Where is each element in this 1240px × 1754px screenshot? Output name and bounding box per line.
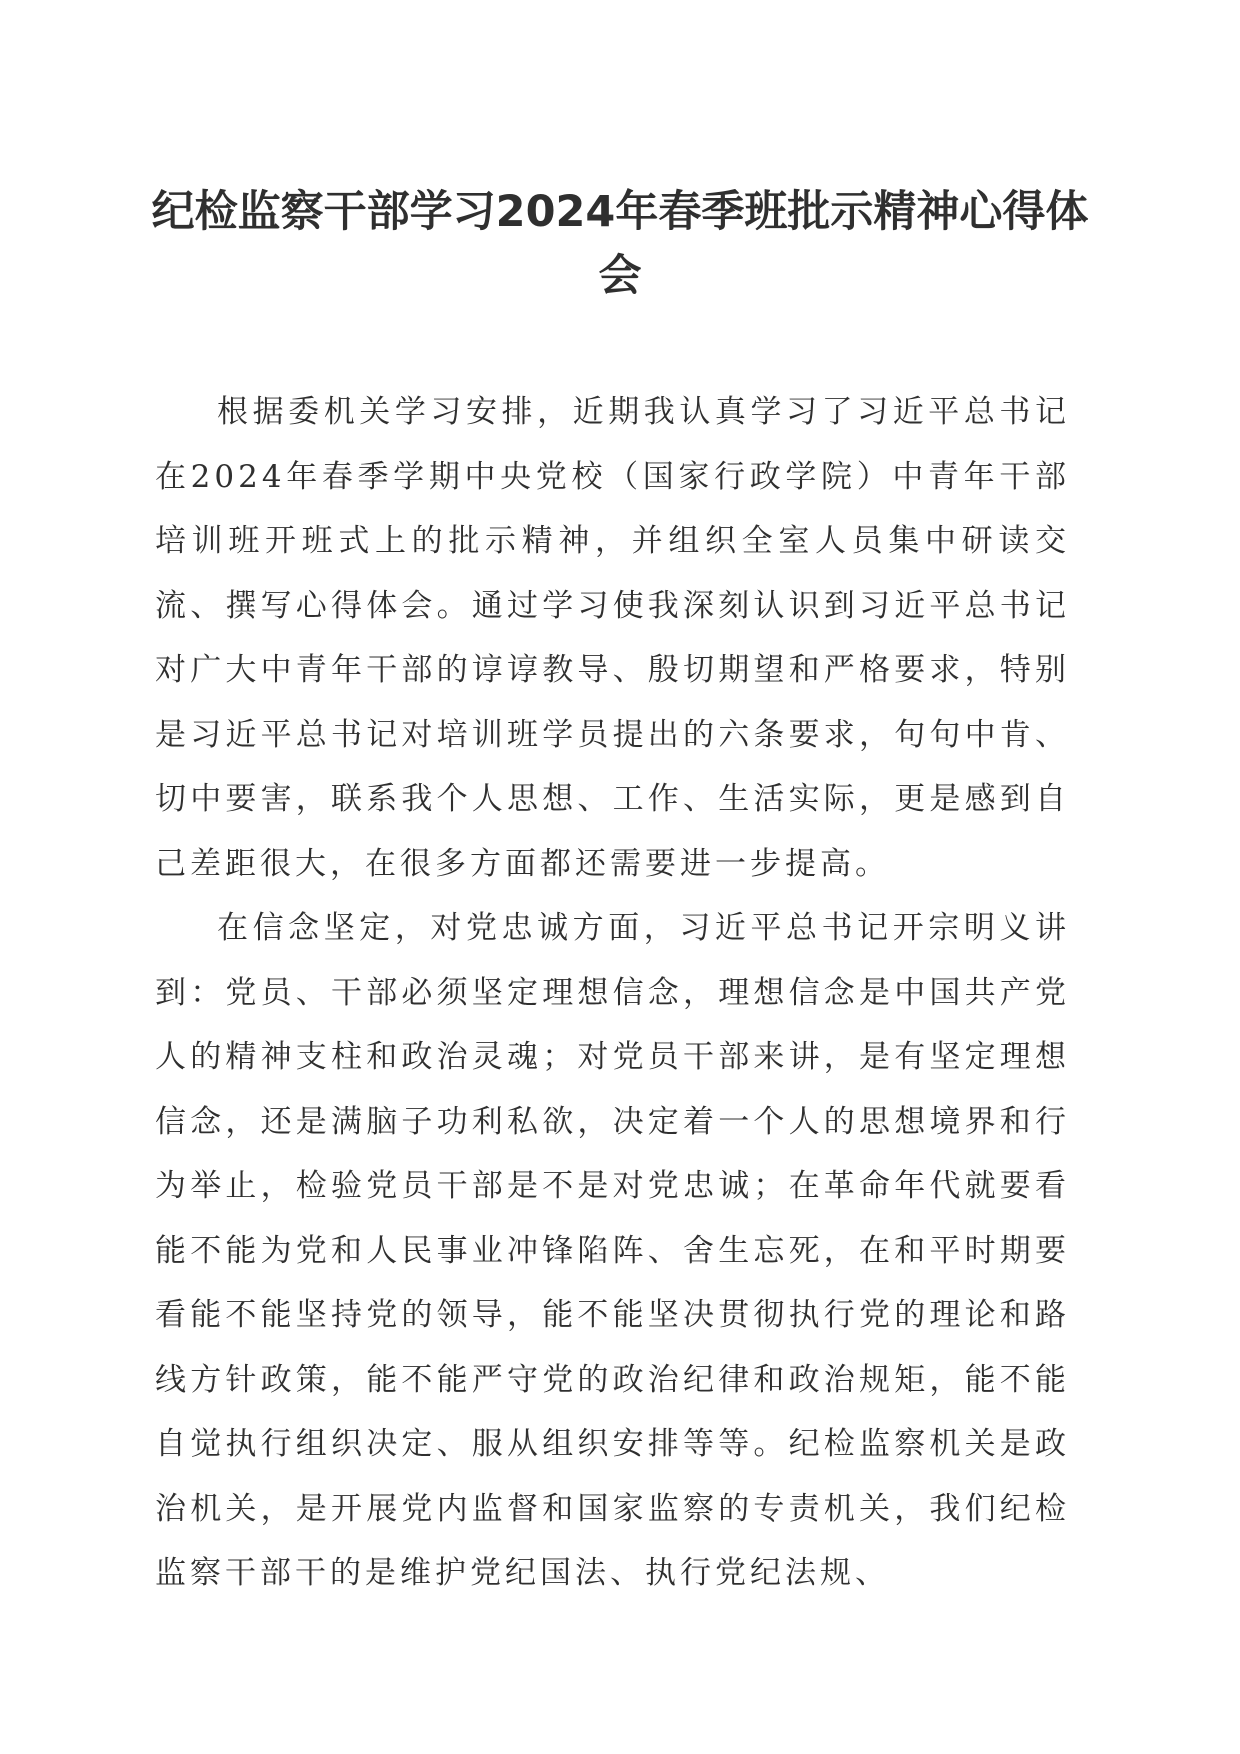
document-body (155, 380, 1070, 1606)
paragraph-1: 根据委机关学习安排，近期我认真学习了习近平总书记在2024年春季学期中央党校（国家行政学院）中青年干部培训班开班式上的批示精神，并组织全室人员集中研读交流、撰写心得体会。通过学习使我深刻认识到习近平总书记对广大中青年干部的谆谆教导、殷切期望和严格要求，特别是习近平总书记对培训班学员提出的六条要求，句句中肯、切中要害，联系我个人思想、工作、生活实际，更是感到自己差距很大，在很多方面都还需要进一步提高。 (155, 394, 1070, 882)
paragraph-2: 在信念坚定，对党忠诚方面，习近平总书记开宗明义讲到：党员、干部必须坚定理想信念，理想信念是中国共产党人的精神支柱和政治灵魂；对党员干部来讲，是有坚定理想信念，还是满脑子功利私欲，决定着一个人的思想境界和行为举止，检验党员干部是不是对党忠诚；在革命年代就要看能不能为党和人民事业冲锋陷阵、舍生忘死，在和平时期要看能不能坚持党的领导，能不能坚决贯彻执行党的理论和路线方针政策，能不能严守党的政治纪律和政治规矩，能不能自觉执行组织决定、服从组织安排等等。纪检监察机关是政治机关，是开展党内监督和国家监察的专责机关，我们纪检监察干部干的是维护党纪国法、执行党纪法规、 (155, 910, 1070, 1591)
document-title: 纪检监察干部学习2024年春季班批示精神心得体会 (151, 187, 1089, 301)
